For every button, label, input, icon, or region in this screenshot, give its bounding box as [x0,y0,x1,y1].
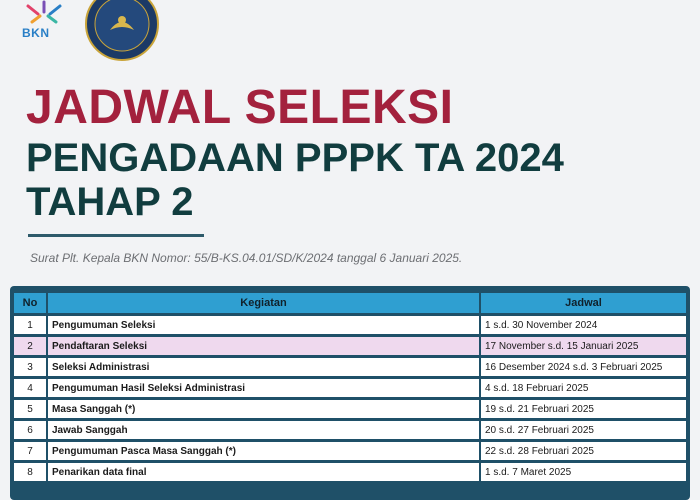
row-kegiatan: Pendaftaran Seleksi [46,337,479,355]
table-row [14,358,686,376]
row-no: 4 [14,379,46,397]
row-no: 8 [14,463,46,481]
column-header-kegiatan: Kegiatan [46,293,479,313]
title-pengadaan: PENGADAAN PPPK TA 2024 [26,136,564,180]
title-divider [28,234,204,237]
table-row [14,400,686,418]
table-header-row [14,293,686,313]
row-no: 5 [14,400,46,418]
row-kegiatan: Pengumuman Seleksi [46,316,479,334]
title-tahap: TAHAP 2 [26,180,194,224]
schedule-table [14,290,686,484]
row-kegiatan: Jawab Sanggah [46,421,479,439]
row-kegiatan: Penarikan data final [46,463,479,481]
row-jadwal: 1 s.d. 30 November 2024 [479,316,686,334]
row-jadwal: 1 s.d. 7 Maret 2025 [479,463,686,481]
row-no: 3 [14,358,46,376]
column-header-jadwal: Jadwal [479,293,686,313]
table-row [14,463,686,481]
row-no: 6 [14,421,46,439]
row-no: 2 [14,337,46,355]
row-kegiatan: Seleksi Administrasi [46,358,479,376]
row-jadwal: 4 s.d. 18 Februari 2025 [479,379,686,397]
row-kegiatan: Masa Sanggah (*) [46,400,479,418]
table-row [14,442,686,460]
column-header-no: No [14,293,46,313]
row-jadwal: 17 November s.d. 15 Januari 2025 [479,337,686,355]
row-kegiatan: Pengumuman Pasca Masa Sanggah (*) [46,442,479,460]
table-row-highlighted [14,337,686,355]
bkn-logo [14,0,74,48]
title-jadwal-seleksi: JADWAL SELEKSI [26,81,454,134]
row-jadwal: 20 s.d. 27 Februari 2025 [479,421,686,439]
row-no: 1 [14,316,46,334]
bkn-logo-text: BKN [22,26,50,40]
schedule-table-frame [10,286,690,500]
row-no: 7 [14,442,46,460]
agency-seal-logo [84,0,160,62]
table-row [14,379,686,397]
table-row [14,421,686,439]
row-jadwal: 19 s.d. 21 Februari 2025 [479,400,686,418]
table-row [14,316,686,334]
row-jadwal: 22 s.d. 28 Februari 2025 [479,442,686,460]
row-jadwal: 16 Desember 2024 s.d. 3 Februari 2025 [479,358,686,376]
decree-reference: Surat Plt. Kepala BKN Nomor: 55/B-KS.04.01/SD/K/2024 tanggal 6 Januari 2025. [30,251,463,265]
row-kegiatan: Pengumuman Hasil Seleksi Administrasi [46,379,479,397]
